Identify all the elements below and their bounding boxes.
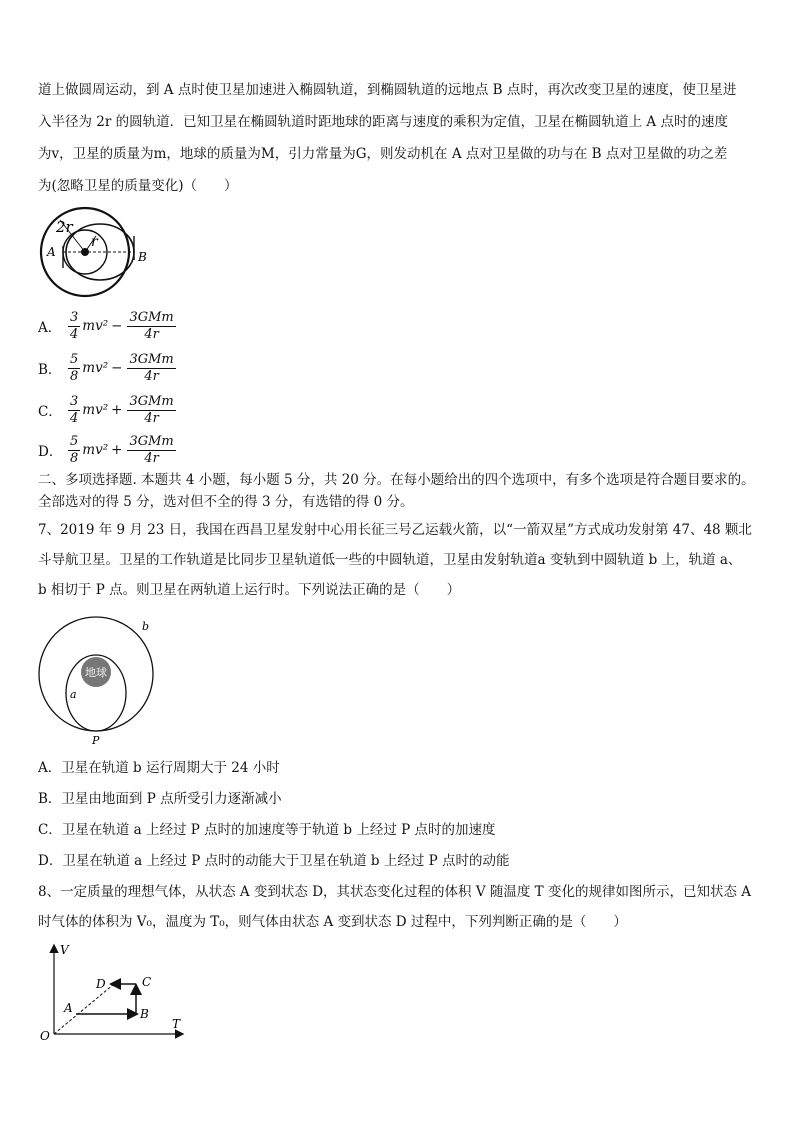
mv-term: mv² bbox=[82, 402, 109, 418]
option-c[interactable] bbox=[38, 388, 178, 432]
label-a: a bbox=[70, 688, 77, 701]
option-label: C． bbox=[38, 404, 62, 420]
dashed-line bbox=[54, 984, 114, 1034]
q6-orbit-figure bbox=[38, 206, 148, 302]
gm-fraction bbox=[127, 434, 175, 467]
q7-stem-line: 斗导航卫星。卫星的工作轨道是比同步卫星轨道低一些的中圆轨道，卫星由发射轨道a 变轨到中圆轨道 b 上，轨道 a、 bbox=[38, 552, 742, 568]
label-b: b bbox=[142, 620, 150, 633]
denominator: 4r bbox=[144, 368, 159, 384]
operator: + bbox=[111, 402, 123, 418]
denominator: 8 bbox=[70, 450, 79, 466]
section-heading: 二、多项选择题. 本题共 4 小题，每小题 5 分，共 20 分。在每小题给出的四个选项中，有多个选项是符合题目要求的。 bbox=[38, 472, 755, 488]
numerator: 3GMm bbox=[129, 393, 174, 409]
option-label: B． bbox=[38, 362, 62, 378]
label-d: D bbox=[96, 977, 106, 991]
label-2r: 2r bbox=[56, 218, 73, 236]
mv-term: mv² bbox=[82, 318, 109, 334]
label-v: V bbox=[60, 943, 69, 957]
gm-fraction bbox=[127, 310, 175, 343]
mv-term: mv² bbox=[82, 442, 109, 458]
denominator: 4r bbox=[144, 450, 159, 466]
label-b: B bbox=[140, 1007, 149, 1021]
label-r: r bbox=[91, 234, 98, 250]
label-c: C bbox=[142, 975, 152, 989]
earth-label: 地球 bbox=[85, 666, 107, 679]
operator: + bbox=[111, 442, 123, 458]
numerator: 5 bbox=[70, 433, 79, 449]
q8-stem-line: 时气体的体积为 V₀，温度为 T₀，则气体由状态 A 变到状态 D 过程中，下列判断正确的是（ ） bbox=[38, 914, 627, 930]
q7-orbit-figure bbox=[34, 616, 160, 746]
option-b[interactable] bbox=[38, 346, 178, 390]
numerator: 3GMm bbox=[129, 309, 174, 325]
q8-stem-line: 8、一定质量的理想气体，从状态 A 变到状态 D，其状态变化过程的体积 V 随温度 T 变化的规律如图所示，已知状态 A bbox=[38, 884, 751, 900]
denominator: 4 bbox=[70, 326, 79, 342]
q7-option-d[interactable]: D．卫星在轨道 a 上经过 P 点时的动能大于卫星在轨道 b 上经过 P 点时的动能 bbox=[38, 853, 510, 869]
q7-stem-line: 7、2019 年 9 月 23 日，我国在西昌卫星发射中心用长征三号乙运载火箭，以“一箭双星”方式成功发射第 47、48 颗北 bbox=[38, 522, 752, 538]
coef-fraction bbox=[68, 394, 80, 427]
q7-stem-line: b 相切于 P 点。则卫星在两轨道上运行时。下列说法正确的是（ ） bbox=[38, 582, 461, 598]
label-p: P bbox=[92, 734, 100, 746]
q6-stem-line: 为(忽略卫星的质量变化)（ ） bbox=[38, 178, 238, 194]
q8-vt-graph bbox=[36, 940, 188, 1044]
q7-option-b[interactable]: B．卫星由地面到 P 点所受引力逐渐减小 bbox=[38, 791, 282, 807]
gm-fraction bbox=[127, 394, 175, 427]
mv-term: mv² bbox=[82, 360, 109, 376]
q7-option-c[interactable]: C．卫星在轨道 a 上经过 P 点时的加速度等于轨道 b 上经过 P 点时的加速度 bbox=[38, 822, 496, 838]
label-a: A bbox=[64, 1001, 73, 1015]
section-instructions: 全部选对的得 5 分，选对但不全的得 3 分，有选错的得 0 分。 bbox=[38, 494, 414, 510]
numerator: 3 bbox=[70, 393, 79, 409]
gm-fraction bbox=[127, 352, 175, 385]
operator: − bbox=[111, 360, 123, 376]
numerator: 3 bbox=[70, 309, 79, 325]
coef-fraction bbox=[68, 352, 80, 385]
denominator: 4r bbox=[144, 410, 159, 426]
q6-stem-line: 为v，卫星的质量为m，地球的质量为M，引力常量为G，则发动机在 A 点对卫星做的功与在 B 点对卫星做的功之差 bbox=[38, 146, 728, 162]
label-t: T bbox=[172, 1017, 181, 1031]
denominator: 4r bbox=[144, 326, 159, 342]
numerator: 3GMm bbox=[129, 351, 174, 367]
option-label: A． bbox=[38, 320, 62, 336]
q6-stem-line: 入半径为 2r 的圆轨道．已知卫星在椭圆轨道时距地球的距离与速度的乘积为定值，卫星在椭圆轨道上 A 点时的速度 bbox=[38, 114, 728, 130]
label-a: A bbox=[47, 245, 56, 259]
label-b: B bbox=[138, 250, 147, 264]
q7-option-a[interactable]: A．卫星在轨道 b 运行周期大于 24 小时 bbox=[38, 760, 280, 776]
coef-fraction bbox=[68, 434, 80, 467]
denominator: 4 bbox=[70, 410, 79, 426]
option-label: D． bbox=[38, 444, 63, 460]
option-d[interactable] bbox=[38, 428, 178, 472]
option-a[interactable] bbox=[38, 304, 178, 348]
numerator: 5 bbox=[70, 351, 79, 367]
numerator: 3GMm bbox=[129, 433, 174, 449]
operator: − bbox=[111, 318, 123, 334]
q6-stem-line: 道上做圆周运动，到 A 点时使卫星加速进入椭圆轨道，到椭圆轨道的远地点 B 点时，再次改变卫星的速度，使卫星进 bbox=[38, 82, 737, 98]
denominator: 8 bbox=[70, 368, 79, 384]
coef-fraction bbox=[68, 310, 80, 343]
label-o: O bbox=[40, 1029, 50, 1043]
